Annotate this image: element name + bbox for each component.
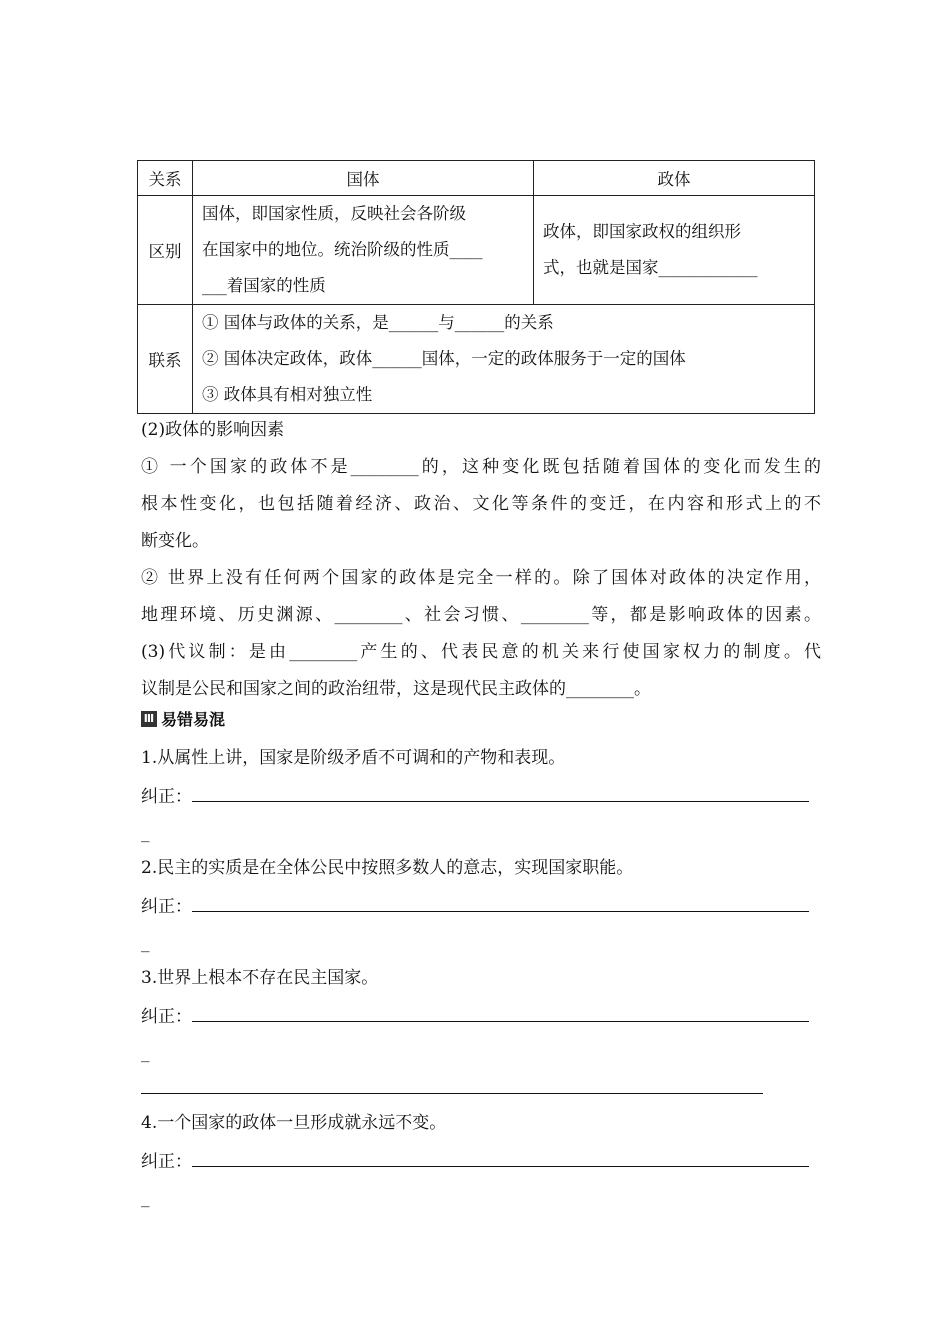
paragraph-line: 地理环境、历史渊源、________、社会习惯、________等，都是影响政体的因素。	[141, 605, 821, 625]
zhengti-cell	[534, 196, 815, 305]
error-statement: 4.一个国家的政体一旦形成就永远不变。	[141, 1113, 447, 1133]
correction-line[interactable]	[141, 1004, 821, 1029]
header-relation: 关系	[138, 161, 193, 196]
error-statement: 2.民主的实质是在全体公民中按照多数人的意志，实现国家职能。	[141, 858, 634, 878]
connection-line: ② 国体决定政体，政体______国体，一定的政体服务于一定的国体	[202, 349, 686, 368]
guoti-line: 国体，即国家性质，反映社会各阶级	[202, 204, 466, 223]
guoti-cell	[193, 196, 534, 305]
correction-tail: _	[141, 933, 150, 953]
paragraph-line: 根本性变化，也包括随着经济、政治、文化等条件的变迁，在内容和形式上的不	[141, 494, 821, 514]
table-row-connection	[138, 305, 815, 414]
section-heading	[141, 707, 225, 730]
extra-blank[interactable]	[141, 1076, 763, 1094]
comparison-table	[137, 160, 815, 414]
paragraph-line: ① 一个国家的政体不是________的，这种变化既包括随着国体的变化而发生的	[141, 457, 821, 477]
paragraph-line: (3)代议制：是由________产生的、代表民意的机关来行使国家权力的制度。代	[141, 642, 821, 662]
correction-tail: _	[141, 1188, 150, 1208]
correction-blank[interactable]	[192, 1149, 809, 1167]
extra-answer-line[interactable]	[141, 1076, 821, 1101]
table-row-difference	[138, 196, 815, 305]
section-title: 易错易混	[161, 710, 226, 729]
paragraph-line: 议制是公民和国家之间的政治纽带，这是现代民主政体的________。	[141, 679, 651, 699]
correction-label: 纠正：	[141, 787, 192, 807]
header-zhengti: 政体	[534, 161, 815, 196]
connection-line: ③ 政体具有相对独立性	[202, 385, 373, 404]
error-statement: 3.世界上根本不存在民主国家。	[141, 968, 379, 988]
correction-line[interactable]	[141, 894, 821, 919]
correction-blank[interactable]	[192, 784, 809, 802]
section-badge-icon: Ⅲ	[141, 711, 157, 727]
connection-cell	[193, 305, 815, 414]
correction-label: 纠正：	[141, 897, 192, 917]
correction-label: 纠正：	[141, 1152, 192, 1172]
correction-line[interactable]	[141, 1149, 821, 1174]
row-label-connection: 联系	[138, 305, 193, 414]
error-statement: 1.从属性上讲，国家是阶级矛盾不可调和的产物和表现。	[141, 748, 566, 768]
guoti-line: 在国家中的地位。统治阶级的性质____	[202, 240, 483, 259]
paragraph-line: ② 世界上没有任何两个国家的政体是完全一样的。除了国体对政体的决定作用，	[141, 568, 821, 588]
guoti-line: ___着国家的性质	[202, 276, 326, 295]
connection-line: ① 国体与政体的关系，是______与______的关系	[202, 313, 554, 332]
correction-tail: _	[141, 823, 150, 843]
row-label-difference: 区别	[138, 196, 193, 305]
subheading-factors: (2)政体的影响因素	[141, 420, 285, 440]
correction-line[interactable]	[141, 784, 821, 809]
zhengti-line: 政体，即国家政权的组织形	[543, 222, 741, 241]
paragraph-line: 断变化。	[141, 531, 209, 551]
zhengti-line: 式，也就是国家____________	[543, 258, 758, 277]
header-guoti: 国体	[193, 161, 534, 196]
table-header-row	[138, 161, 815, 196]
correction-blank[interactable]	[192, 894, 809, 912]
correction-label: 纠正：	[141, 1007, 192, 1027]
correction-tail: _	[141, 1043, 150, 1063]
correction-blank[interactable]	[192, 1004, 809, 1022]
